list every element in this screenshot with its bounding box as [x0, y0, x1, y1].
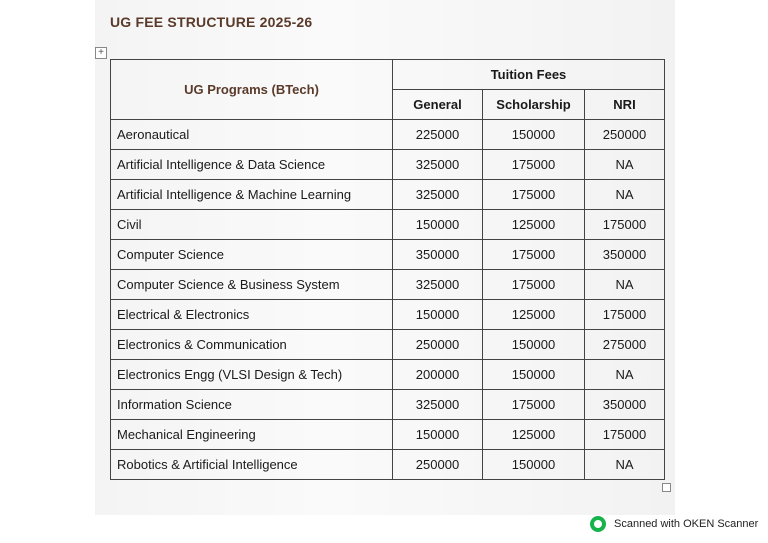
nri-fee-cell: 250000	[585, 120, 665, 150]
table-header-row	[111, 60, 665, 90]
scholarship-fee-cell: 150000	[483, 360, 585, 390]
tuition-fees-header: Tuition Fees	[393, 60, 665, 90]
program-cell: Artificial Intelligence & Data Science	[111, 150, 393, 180]
nri-fee-cell: NA	[585, 270, 665, 300]
program-cell: Information Science	[111, 390, 393, 420]
table-move-handle-icon[interactable]: +	[95, 47, 107, 59]
general-fee-cell: 150000	[393, 300, 483, 330]
scholarship-fee-cell: 150000	[483, 450, 585, 480]
nri-fee-cell: 175000	[585, 420, 665, 450]
program-cell: Civil	[111, 210, 393, 240]
table-row	[111, 120, 665, 150]
scholarship-column-header: Scholarship	[483, 90, 585, 120]
nri-fee-cell: 175000	[585, 300, 665, 330]
nri-fee-cell: 175000	[585, 210, 665, 240]
program-cell: Aeronautical	[111, 120, 393, 150]
nri-fee-cell: NA	[585, 450, 665, 480]
nri-fee-cell: 350000	[585, 240, 665, 270]
general-fee-cell: 200000	[393, 360, 483, 390]
general-fee-cell: 325000	[393, 270, 483, 300]
table-row	[111, 450, 665, 480]
page-title: UG FEE STRUCTURE 2025-26	[110, 14, 313, 30]
table-row	[111, 150, 665, 180]
general-fee-cell: 325000	[393, 180, 483, 210]
table-row	[111, 240, 665, 270]
table-body	[111, 120, 665, 480]
general-fee-cell: 250000	[393, 330, 483, 360]
scholarship-fee-cell: 175000	[483, 240, 585, 270]
general-column-header: General	[393, 90, 483, 120]
table-resize-handle[interactable]	[662, 483, 671, 492]
table-row	[111, 180, 665, 210]
table-row	[111, 330, 665, 360]
scholarship-fee-cell: 175000	[483, 180, 585, 210]
general-fee-cell: 150000	[393, 420, 483, 450]
general-fee-cell: 225000	[393, 120, 483, 150]
program-cell: Electronics Engg (VLSI Design & Tech)	[111, 360, 393, 390]
nri-fee-cell: NA	[585, 360, 665, 390]
scholarship-fee-cell: 175000	[483, 390, 585, 420]
table-row	[111, 270, 665, 300]
oken-logo-icon	[590, 516, 606, 532]
scanner-watermark	[590, 516, 758, 532]
nri-fee-cell: 275000	[585, 330, 665, 360]
table-row	[111, 420, 665, 450]
fee-table	[110, 59, 665, 480]
program-cell: Computer Science	[111, 240, 393, 270]
scholarship-fee-cell: 125000	[483, 300, 585, 330]
table-row	[111, 390, 665, 420]
nri-column-header: NRI	[585, 90, 665, 120]
table-row	[111, 210, 665, 240]
scholarship-fee-cell: 125000	[483, 210, 585, 240]
scanner-text: Scanned with OKEN Scanner	[614, 518, 759, 530]
general-fee-cell: 350000	[393, 240, 483, 270]
program-cell: Robotics & Artificial Intelligence	[111, 450, 393, 480]
scholarship-fee-cell: 150000	[483, 120, 585, 150]
nri-fee-cell: NA	[585, 150, 665, 180]
scholarship-fee-cell: 150000	[483, 330, 585, 360]
program-cell: Computer Science & Business System	[111, 270, 393, 300]
general-fee-cell: 325000	[393, 390, 483, 420]
scholarship-fee-cell: 125000	[483, 420, 585, 450]
general-fee-cell: 325000	[393, 150, 483, 180]
scholarship-fee-cell: 175000	[483, 270, 585, 300]
program-cell: Mechanical Engineering	[111, 420, 393, 450]
nri-fee-cell: 350000	[585, 390, 665, 420]
general-fee-cell: 250000	[393, 450, 483, 480]
table-row	[111, 360, 665, 390]
scholarship-fee-cell: 175000	[483, 150, 585, 180]
table-row	[111, 300, 665, 330]
nri-fee-cell: NA	[585, 180, 665, 210]
general-fee-cell: 150000	[393, 210, 483, 240]
program-cell: Artificial Intelligence & Machine Learning	[111, 180, 393, 210]
program-cell: Electrical & Electronics	[111, 300, 393, 330]
program-column-header: UG Programs (BTech)	[111, 60, 393, 120]
program-cell: Electronics & Communication	[111, 330, 393, 360]
